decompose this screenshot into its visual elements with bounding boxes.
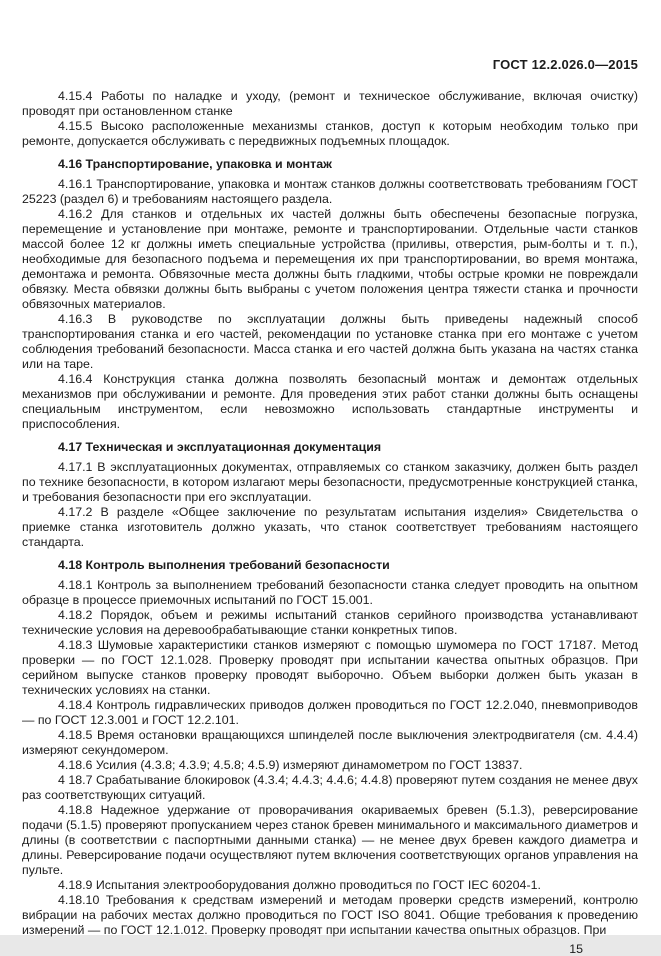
page-number: 15 <box>569 942 583 956</box>
paragraph: 4.16.4 Конструкция станка должна позволять безопасный монтаж и демонтаж отдельных механизмов при обслуживании и ремонте. Для проведения этих работ станки должны быть оснащены специальным инструментом, если невозможно использовать стандартные инструменты и приспособления. <box>22 372 638 431</box>
paragraph: 4.18.1 Контроль за выполнением требований безопасности станка следует проводить на опытном образце в процессе приемочных испытаний по ГОСТ 15.001. <box>22 578 638 607</box>
paragraph: 4.18.2 Порядок, объем и режимы испытаний станков серийного производства устанавливают технические условия на деревообрабатывающие станки конкретных типов. <box>22 608 638 637</box>
paragraph: 4.17.1 В эксплуатационных документах, отправляемых со станком заказчику, должен быть раздел по технике безопасности, в котором излагают меры безопасности, предусмотренные конструкцией станка, и требования безопасности при его эксплуатации. <box>22 460 638 504</box>
paragraph: 4.18.9 Испытания электрооборудования должно проводиться по ГОСТ IEC 60204-1. <box>58 878 541 892</box>
paragraph: 4.15.4 Работы по наладке и уходу, (ремонт и техническое обслуживание, включая очистку) проводят при остановленном станке <box>22 89 638 118</box>
paragraph: 4.16.2 Для станков и отдельных их частей должны быть обеспечены безопасные погрузка, перемещение и установление при монтаже, ремонте и транспортировании. Отдельные части станков массой более 12 кг должны иметь специальные устройства (приливы, отверстия, рым-болты и т. п.), необходимые для безопасного подъема и перемещения их при транспортировании, во время монтажа, демонтажа и ремонта. Обвязочные места должны быть гладкими, чтобы острые кромки не повреждали обвязку. Места обвязки должны быть выбраны с учетом положения центра тяжести станка и прочности обвязочных материалов. <box>22 207 638 311</box>
paragraph: 4.18.10 Требования к средствам измерений и методам проверки средств измерений, контролю вибрации на рабочих местах должно проводиться по ГОСТ ISO 8041. Общие требования к проведению измерений — по ГОСТ 12.1.012. Проверку проводят при испытании качества опытных образцов. При <box>22 893 638 937</box>
section-heading: 4.18 Контроль выполнения требований безопасности <box>58 558 390 572</box>
paragraph: 4.15.5 Высоко расположенные механизмы станков, доступ к которым необходим только при ремонте, допускается обслуживать с передвижных подъемных площадок. <box>22 119 638 148</box>
paragraph: 4.18.6 Усилия (4.3.8; 4.3.9; 4.5.8; 4.5.9) измеряют динамометром по ГОСТ 13837. <box>58 758 523 772</box>
paragraph: 4.17.2 В разделе «Общее заключение по результатам испытания изделия» Свидетельства о приемке станка изготовитель должно указать, что станок соответствует требованиям настоящего стандарта. <box>22 505 638 549</box>
paragraph: 4.16.1 Транспортирование, упаковка и монтаж станков должны соответствовать требованиям ГОСТ 25223 (раздел 6) и требованиям настоящего раздела. <box>22 177 638 206</box>
paragraph: 4.16.3 В руководстве по эксплуатации должны быть приведены надежный способ транспортирования станка и его частей, рекомендации по установке станка при его монтаже с учетом соблюдения требований безопасности. Масса станка и его частей должна быть указана на частях станка или на таре. <box>22 312 638 371</box>
paragraph: 4.18.4 Контроль гидравлических приводов должен проводиться по ГОСТ 12.2.040, пневмоприводов — по ГОСТ 12.3.001 и ГОСТ 12.2.101. <box>22 698 638 727</box>
paragraph: 4 18.7 Срабатывание блокировок (4.3.4; 4.4.3; 4.4.6; 4.4.8) проверяют путем создания не менее двух раз соответствующих ситуаций. <box>22 773 638 802</box>
section-heading: 4.16 Транспортирование, упаковка и монтаж <box>58 157 332 171</box>
section-heading: 4.17 Техническая и эксплуатационная документация <box>58 440 382 454</box>
document-body <box>22 89 638 938</box>
paragraph: 4.18.3 Шумовые характеристики станков измеряют с помощью шумомера по ГОСТ 17187. Метод проверки — по ГОСТ 12.1.028. Проверку проводят при испытании качества опытных образцов. При серийном выпуске станков проверку проводят выборочно. Объем выборки должен быть указан в технических условиях на станки. <box>22 638 638 697</box>
paragraph: 4.18.8 Надежное удержание от проворачивания окариваемых бревен (5.1.3), реверсирование подачи (5.1.5) проверяют пропусканием через станок бревен минимального и максимального диаметров и длины (в соответствии с паспортными данными станка) — не менее двух бревен каждого диаметра и длины. Реверсирование подачи осуществляют путем включения соответствующих органов управления на пульте. <box>22 803 638 877</box>
paragraph: 4.18.5 Время остановки вращающихся шпинделей после выключения электродвигателя (см. 4.4.4) измеряют секундомером. <box>22 728 638 757</box>
page-header-standard-number: ГОСТ 12.2.026.0—2015 <box>492 57 638 72</box>
